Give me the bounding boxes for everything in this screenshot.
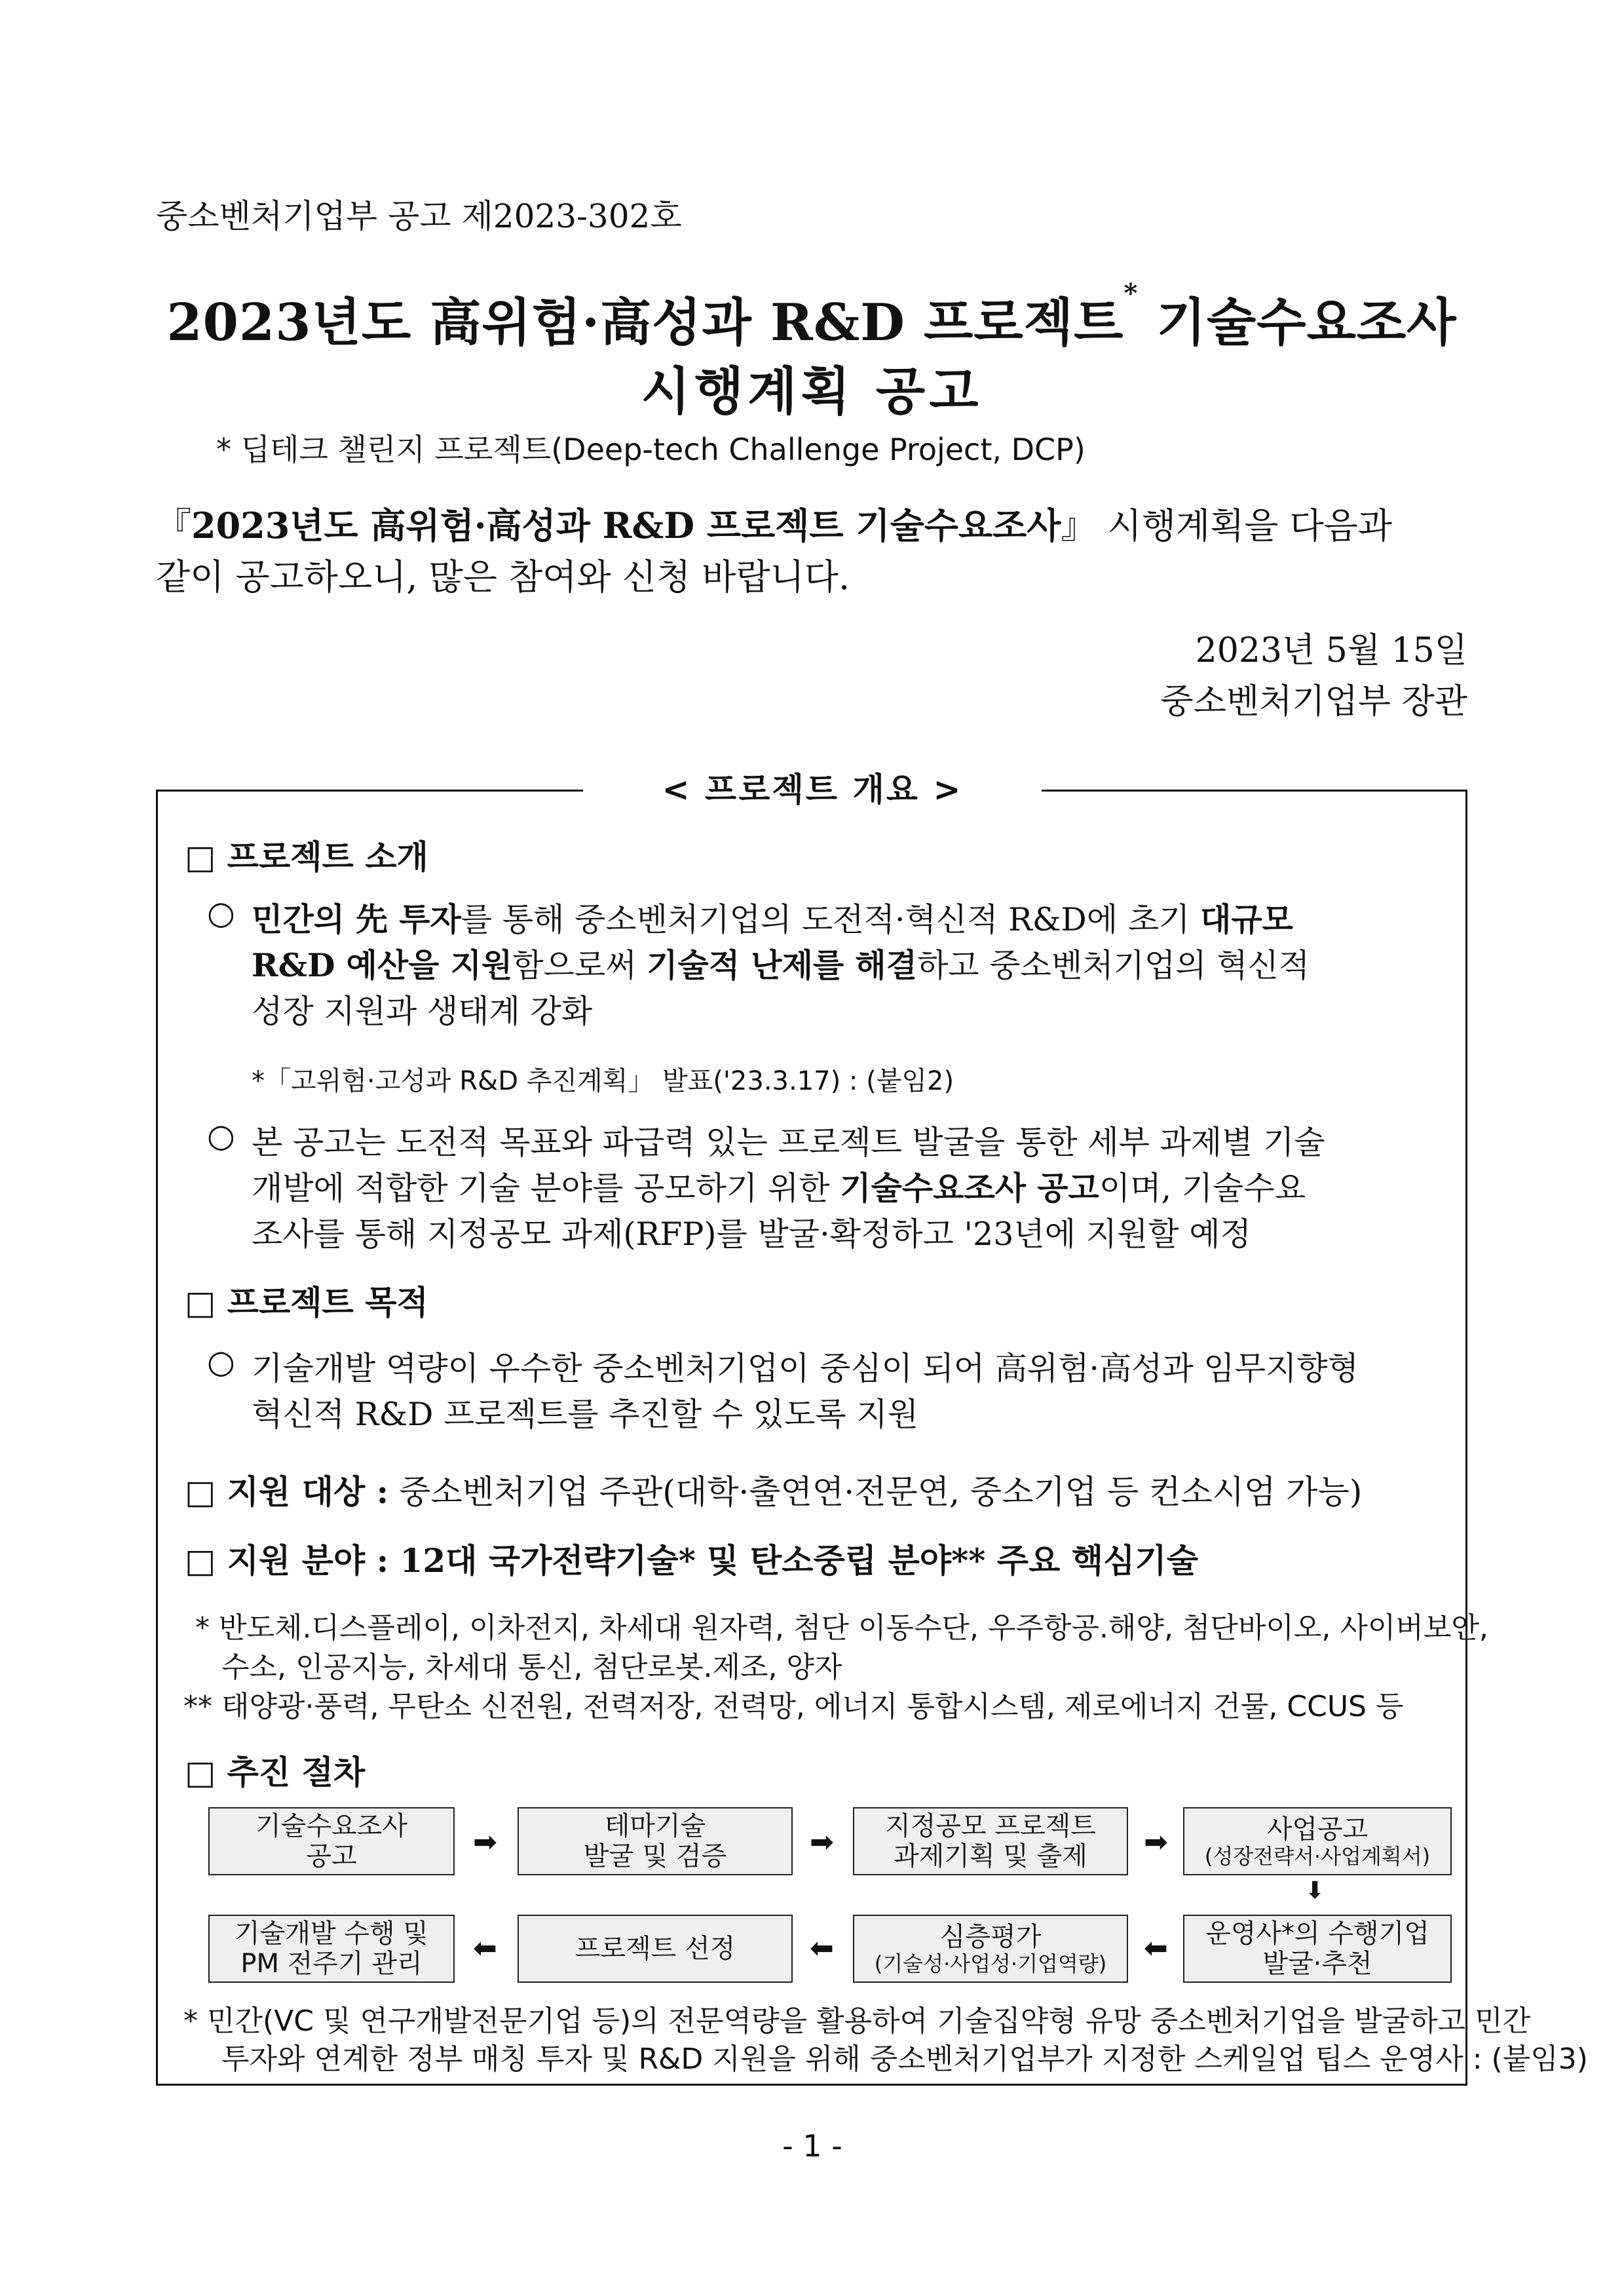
bold-text: 기술수요조사 공고 — [840, 1169, 1099, 1207]
purpose-line2: 혁신적 R&D 프로젝트를 추진할 수 있도록 지원 — [252, 1396, 918, 1433]
notice-number: 중소벤처기업부 공고 제2023-302호 — [156, 197, 682, 235]
bold-text: 대규모 — [1199, 900, 1293, 938]
section-heading-purpose: □ 프로젝트 목적 — [185, 1283, 428, 1322]
text: 이며, 기술수요 — [1099, 1170, 1306, 1207]
arrow-left-icon: ⬅ — [473, 1932, 497, 1965]
text: 를 통해 중소벤처기업의 도전적·혁신적 R&D에 초기 — [461, 901, 1200, 938]
flow-step-business-notice — [1183, 1807, 1452, 1875]
title-main: 2023년도 高위험·高성과 R&D 프로젝트 — [166, 293, 1124, 353]
arrow-left-icon: ⬅ — [810, 1932, 834, 1965]
section-heading-procedure: □ 추진 절차 — [185, 1753, 366, 1791]
intro-item1-line2 — [252, 940, 1310, 986]
procedure-footnote-line2: 투자와 연계한 정부 매칭 투자 및 R&D 지원을 위해 중소벤처기업부가 지정한 스케일업 팁스 운영사 : (붙임3) — [221, 2042, 1588, 2076]
intro-item1-line3: 성장 지원과 생태계 강화 — [252, 993, 593, 1030]
intro-line2: 같이 공고하오니, 많은 참여와 신청 바랍니다. — [156, 556, 850, 598]
intro-item1-line1 — [252, 894, 1293, 940]
flow-step-line1: 기술수요조사 — [255, 1811, 407, 1841]
procedure-footnote-line1: * 민간(VC 및 연구개발전문기업 등)의 전문역량을 활용하여 기술집약형 유망 중소벤처기업을 발굴하고 민간 — [183, 2004, 1531, 2038]
text: 개발에 적합한 기술 분야를 공모하기 위한 — [252, 1170, 840, 1207]
bullet: ○ — [207, 894, 235, 932]
intro-item2-line3: 조사를 통해 지정공모 과제(RFP)를 발굴·확정하고 '23년에 지원할 예정 — [252, 1215, 1251, 1253]
text: 하고 중소벤처기업의 혁신적 — [916, 947, 1310, 984]
bold-text: 민간의 先 투자 — [252, 900, 461, 938]
flow-step-in-depth-evaluation — [853, 1915, 1128, 1983]
flow-step-theme-tech — [518, 1807, 793, 1875]
flow-step-line1: 테마기술 — [604, 1811, 706, 1841]
purpose-line1: 기술개발 역량이 우수한 중소벤처기업이 중심이 되어 高위험·高성과 임무지향형 — [252, 1350, 1359, 1387]
flow-step-demand-survey — [208, 1807, 455, 1875]
flow-step-line2: PM 전주기 관리 — [240, 1949, 423, 1979]
support-target — [185, 1466, 1362, 1513]
arrow-right-icon: ➡ — [473, 1826, 497, 1859]
flow-step-line2: 과제기획 및 출제 — [894, 1841, 1087, 1871]
flow-step-line1: 지정공모 프로젝트 — [885, 1811, 1096, 1841]
intro-item2-line2 — [252, 1163, 1306, 1209]
flow-step-line1: 프로젝트 선정 — [575, 1934, 736, 1964]
intro-footnote: *「고위험·고성과 R&D 추진계획」 발표('23.3.17) : (붙임2) — [252, 1066, 954, 1096]
page-number: - 1 - — [782, 2128, 842, 2164]
title-end: 기술수요조사 — [1138, 293, 1457, 353]
bold-text: 기술적 난제를 해결 — [647, 946, 917, 984]
section-heading-intro: □ 프로젝트 소개 — [185, 837, 428, 876]
intro-line1-rest: 』 시행계획을 다음과 — [1061, 505, 1393, 546]
intro-open-bracket: 『 — [156, 505, 191, 546]
flow-step-line1: 사업공고 — [1266, 1814, 1369, 1845]
notice-date: 2023년 5월 15일 — [1195, 631, 1467, 670]
bold-text: R&D 예산을 지원 — [252, 946, 513, 984]
flow-step-line1: 심층평가 — [939, 1921, 1042, 1952]
section-heading-target: □ 지원 대상 : — [185, 1472, 389, 1511]
flow-step-line2: 공고 — [306, 1841, 357, 1871]
flow-step-line1: 운영사*의 수행기업 — [1205, 1919, 1429, 1949]
intro-item2-line1: 본 공고는 도전적 목표와 파급력 있는 프로젝트 발굴을 통한 세부 과제별 기술 — [252, 1124, 1325, 1161]
bullet: ○ — [207, 1343, 235, 1381]
title-line1 — [156, 278, 1467, 355]
field-note2: ** 태양광·풍력, 무탄소 신전원, 전력저장, 전력망, 에너지 통합시스템, 제로에너지 건물, CCUS 등 — [183, 1690, 1404, 1723]
flow-step-line2: (기술성·사업성·기업역량) — [874, 1951, 1107, 1976]
arrow-down-icon: ⬇ — [1305, 1877, 1325, 1904]
flow-step-line1: 기술개발 수행 및 — [235, 1919, 428, 1949]
field-note1-line1: * 반도체.디스플레이, 이차전지, 차세대 원자력, 첨단 이동수단, 우주항공.해양, 첨단바이오, 사이버보안, — [195, 1611, 1488, 1645]
flow-step-line2: 발굴 및 검증 — [583, 1841, 727, 1871]
bullet: ○ — [207, 1117, 235, 1155]
support-target-text: 중소벤처기업 주관(대학·출연연·전문연, 중소기업 등 컨소시엄 가능) — [388, 1473, 1363, 1511]
arrow-right-icon: ➡ — [1144, 1826, 1168, 1859]
intro-line1 — [156, 498, 1392, 548]
flow-step-line2: 발굴·추천 — [1262, 1949, 1372, 1979]
flow-step-line2: (성장전략서·사업계획서) — [1204, 1843, 1431, 1869]
intro-bold-title: 2023년도 高위험·高성과 R&D 프로젝트 기술수요조사 — [191, 505, 1061, 546]
arrow-right-icon: ➡ — [810, 1826, 834, 1859]
flow-step-operator-recommendation — [1183, 1915, 1452, 1983]
title-star: * — [1124, 278, 1139, 309]
flow-step-project-selection — [518, 1915, 793, 1983]
flow-step-rfp-planning — [853, 1807, 1128, 1875]
issuer: 중소벤처기업부 장관 — [1160, 682, 1467, 721]
title-line2: 시행계획 공고 — [641, 362, 983, 421]
section-heading-field: □ 지원 분야 : 12대 국가전략기술* 및 탄소중립 분야** 주요 핵심기술 — [185, 1541, 1198, 1580]
overview-box-title: < 프로젝트 개요 > — [583, 763, 1042, 816]
text: 함으로써 — [512, 947, 647, 984]
subtitle-note: * 딥테크 챌린지 프로젝트(Deep-tech Challenge Project, DCP) — [216, 432, 1086, 467]
arrow-left-icon: ⬅ — [1144, 1932, 1168, 1965]
field-note1-line2: 수소, 인공지능, 차세대 통신, 첨단로봇.제조, 양자 — [221, 1651, 842, 1684]
flow-step-tech-development — [208, 1915, 455, 1983]
